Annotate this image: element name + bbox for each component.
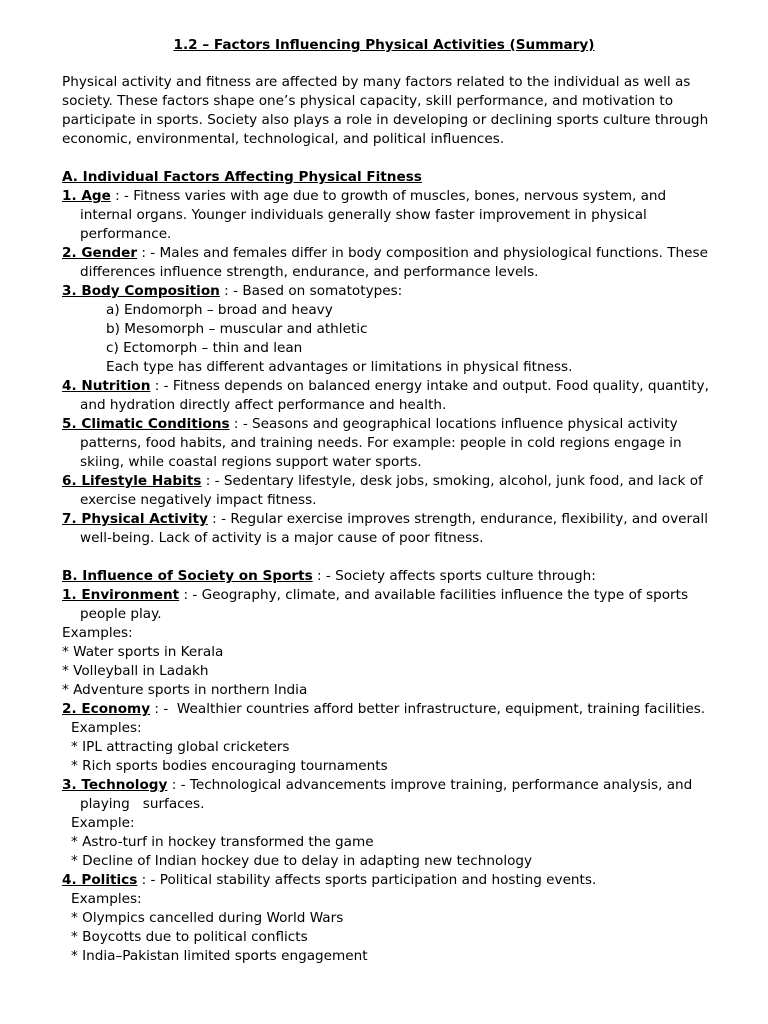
section-a-heading: A. Individual Factors Affecting Physical Fitness xyxy=(62,169,422,185)
example-item: * Volleyball in Ladakh xyxy=(62,663,209,679)
factor-label: 1. Age xyxy=(62,188,111,204)
somatotype-item: a) Endomorph – broad and heavy xyxy=(106,302,333,318)
factor-text: and hydration directly affect performance and health. xyxy=(80,397,447,413)
section-b-title: B. Influence of Society on Sports xyxy=(62,568,313,584)
factor-text: internal organs. Younger individuals generally show faster improvement in physical xyxy=(80,207,647,223)
factor-text: patterns, food habits, and training needs. For example: people in cold regions engage in xyxy=(80,435,682,451)
examples-label: Examples: xyxy=(71,891,142,907)
factor-label: 5. Climatic Conditions xyxy=(62,416,230,432)
factor-label: 4. Politics xyxy=(62,872,138,888)
intro-line: economic, environmental, technological, and political influences. xyxy=(62,131,505,147)
factor-physical-activity: 7. Physical Activity : - Regular exercise improves strength, endurance, flexibility, and overall xyxy=(62,511,708,527)
factor-label: 6. Lifestyle Habits xyxy=(62,473,202,489)
intro-line: society. These factors shape one’s physical capacity, skill performance, and motivation to xyxy=(62,93,674,109)
factor-economy: 2. Economy : - Wealthier countries afford better infrastructure, equipment, training facilities. xyxy=(62,701,706,717)
examples-label: Examples: xyxy=(71,720,142,736)
example-item: * Rich sports bodies encouraging tournaments xyxy=(71,758,388,774)
factor-lifestyle-habits: 6. Lifestyle Habits : - Sedentary lifestyle, desk jobs, smoking, alcohol, junk food, and lack of xyxy=(62,473,703,489)
factor-text: differences influence strength, endurance, and performance levels. xyxy=(80,264,539,280)
factor-text: people play. xyxy=(80,606,162,622)
example-item: * Boycotts due to political conflicts xyxy=(71,929,308,945)
factor-body-composition: 3. Body Composition : - Based on somatotypes: xyxy=(62,283,403,299)
factor-politics: 4. Politics : - Political stability affects sports participation and hosting events. xyxy=(62,872,597,888)
example-item: * IPL attracting global cricketers xyxy=(71,739,290,755)
factor-text: exercise negatively impact fitness. xyxy=(80,492,317,508)
somatotype-note: Each type has different advantages or limitations in physical fitness. xyxy=(106,359,573,375)
example-item: * Decline of Indian hockey due to delay in adapting new technology xyxy=(71,853,533,869)
examples-label: Example: xyxy=(71,815,135,831)
examples-label: Examples: xyxy=(62,625,133,641)
document-title: 1.2 – Factors Influencing Physical Activities (Summary) xyxy=(173,37,595,53)
example-item: * Astro-turf in hockey transformed the game xyxy=(71,834,374,850)
example-item: * Olympics cancelled during World Wars xyxy=(71,910,344,926)
section-b-heading: B. Influence of Society on Sports : - Society affects sports culture through: xyxy=(62,568,596,584)
factor-label: 7. Physical Activity xyxy=(62,511,208,527)
factor-technology: 3. Technology : - Technological advancements improve training, performance analysis, and xyxy=(62,777,693,793)
intro-line: Physical activity and fitness are affected by many factors related to the individual as well as xyxy=(62,74,691,90)
factor-text: well-being. Lack of activity is a major cause of poor fitness. xyxy=(80,530,484,546)
example-item: * Water sports in Kerala xyxy=(62,644,224,660)
factor-gender: 2. Gender : - Males and females differ in body composition and physiological functions. These xyxy=(62,245,708,261)
factor-label: 4. Nutrition xyxy=(62,378,151,394)
example-item: * India–Pakistan limited sports engagement xyxy=(71,948,368,964)
factor-climatic-conditions: 5. Climatic Conditions : - Seasons and geographical locations influence physical activity xyxy=(62,416,678,432)
factor-nutrition: 4. Nutrition : - Fitness depends on balanced energy intake and output. Food quality, quantity, xyxy=(62,378,709,394)
factor-age: 1. Age : - Fitness varies with age due to growth of muscles, bones, nervous system, and xyxy=(62,188,667,204)
somatotype-item: c) Ectomorph – thin and lean xyxy=(106,340,303,356)
factor-label: 3. Technology xyxy=(62,777,168,793)
factor-text: playing surfaces. xyxy=(80,796,205,812)
factor-label: 2. Gender xyxy=(62,245,138,261)
factor-environment: 1. Environment : - Geography, climate, and available facilities influence the type of sports xyxy=(62,587,689,603)
factor-text: skiing, while coastal regions support water sports. xyxy=(80,454,422,470)
example-item: * Adventure sports in northern India xyxy=(62,682,308,698)
factor-text: performance. xyxy=(80,226,172,242)
factor-label: 2. Economy xyxy=(62,701,151,717)
factor-label: 3. Body Composition xyxy=(62,283,220,299)
factor-label: 1. Environment xyxy=(62,587,180,603)
intro-line: participate in sports. Society also plays a role in developing or declining sports culture through xyxy=(62,112,709,128)
somatotype-item: b) Mesomorph – muscular and athletic xyxy=(106,321,368,337)
